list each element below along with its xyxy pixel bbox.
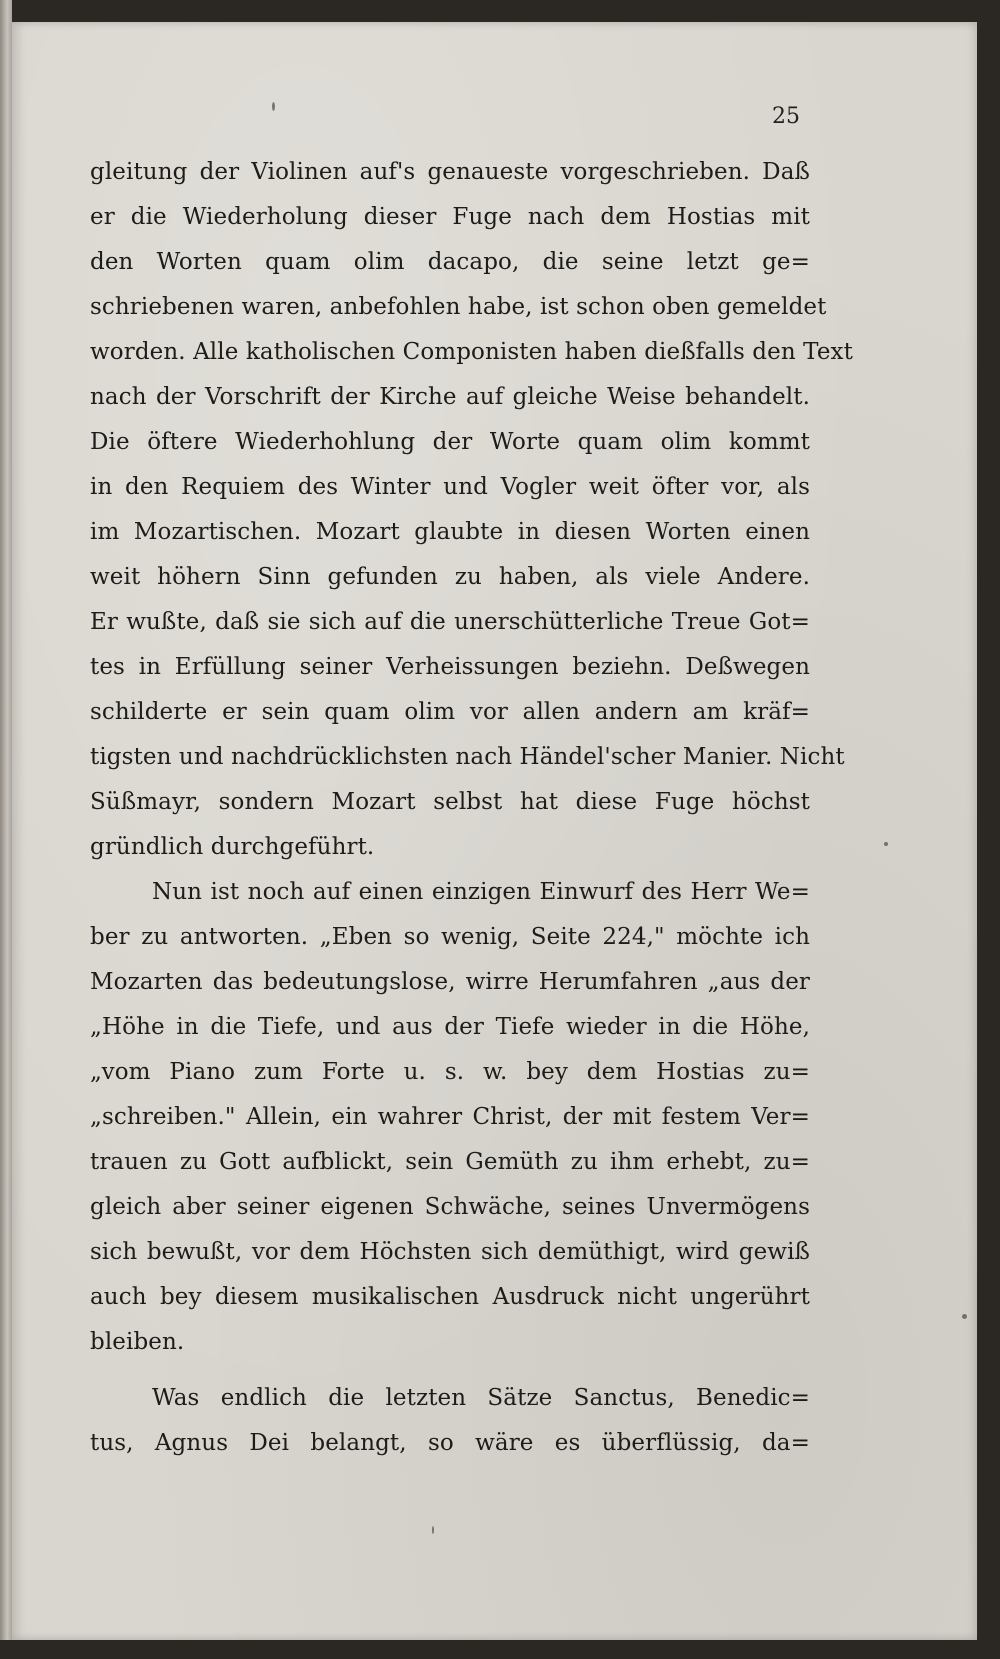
text-line: Mozarten das bedeutungslose, wirre Herumfahren „aus der (90, 969, 810, 995)
page-number: 25 (772, 104, 800, 129)
text-line: Süßmayr, sondern Mozart selbst hat diese Fuge höchst (90, 789, 810, 815)
text-line: „vom Piano zum Forte u. s. w. bey dem Hostias zu= (90, 1059, 810, 1085)
text-line: sich bewußt, vor dem Höchsten sich demüthigt, wird gewiß (90, 1239, 810, 1265)
text-line: auch bey diesem musikalischen Ausdruck nicht ungerührt (90, 1284, 810, 1310)
text-line: bleiben. (90, 1329, 185, 1355)
text-line: im Mozartischen. Mozart glaubte in diesen Worten einen (90, 519, 810, 545)
text-line: Die öftere Wiederhohlung der Worte quam olim kommt (90, 429, 810, 455)
text-line: Was endlich die letzten Sätze Sanctus, Benedic= (152, 1385, 810, 1411)
text-line: tus, Agnus Dei belangt, so wäre es überflüssig, da= (90, 1430, 810, 1456)
text-line: schriebenen waren, anbefohlen habe, ist schon oben gemeldet (90, 294, 827, 320)
paper-speck (962, 1314, 967, 1319)
text-line: er die Wiederholung dieser Fuge nach dem Hostias mit (90, 204, 810, 230)
text-line: schilderte er sein quam olim vor allen andern am kräf= (90, 699, 810, 725)
text-line: worden. Alle katholischen Componisten haben dießfalls den Text (90, 339, 853, 365)
text-line: gründlich durchgeführt. (90, 834, 375, 860)
text-line: tes in Erfüllung seiner Verheissungen beziehn. Deßwegen (90, 654, 810, 680)
paper-speck (884, 842, 888, 846)
text-line: Nun ist noch auf einen einzigen Einwurf des Herr We= (152, 879, 810, 905)
text-line: gleich aber seiner eigenen Schwäche, seines Unvermögens (90, 1194, 810, 1220)
text-line: in den Requiem des Winter und Vogler weit öfter vor, als (90, 474, 810, 500)
text-line: tigsten und nachdrücklichsten nach Händel'scher Manier. Nicht (90, 744, 845, 770)
text-line: „schreiben." Allein, ein wahrer Christ, der mit festem Ver= (90, 1104, 810, 1130)
text-line: weit höhern Sinn gefunden zu haben, als viele Andere. (90, 564, 810, 590)
text-line: trauen zu Gott aufblickt, sein Gemüth zu ihm erhebt, zu= (90, 1149, 810, 1175)
paper-speck (272, 102, 275, 111)
text-line: den Worten quam olim dacapo, die seine letzt ge= (90, 249, 810, 275)
text-line: nach der Vorschrift der Kirche auf gleiche Weise behandelt. (90, 384, 810, 410)
text-line: gleitung der Violinen auf's genaueste vorgeschrieben. Daß (90, 159, 810, 185)
paper-speck (432, 1526, 434, 1534)
text-line: Er wußte, daß sie sich auf die unerschütterliche Treue Got= (90, 609, 810, 635)
previous-page-edge (0, 0, 12, 1640)
text-line: „Höhe in die Tiefe, und aus der Tiefe wieder in die Höhe, (90, 1014, 810, 1040)
text-line: ber zu antworten. „Eben so wenig, Seite 224," möchte ich (90, 924, 810, 950)
